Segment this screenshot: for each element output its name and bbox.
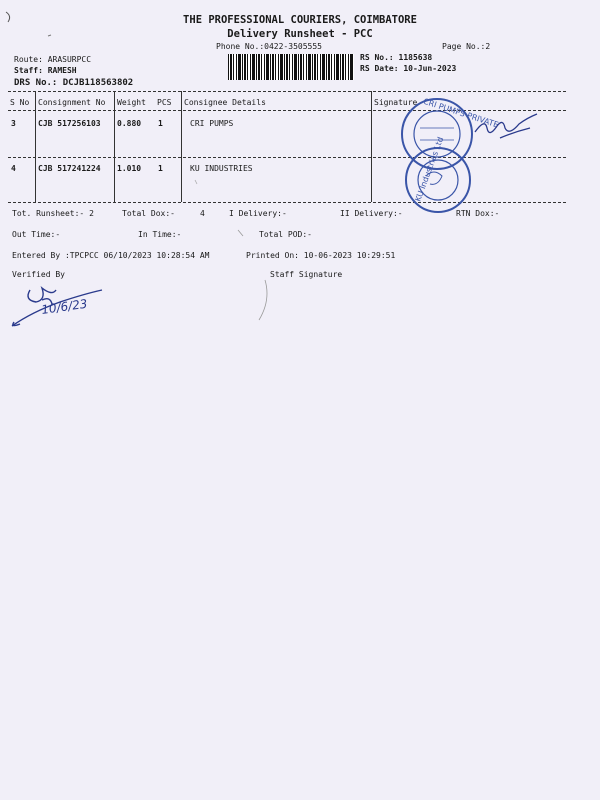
ii-delivery: II Delivery:- bbox=[340, 209, 403, 218]
row-consignee: KU INDUSTRIES bbox=[190, 164, 253, 173]
header-weight: Weight bbox=[117, 98, 146, 107]
handwritten-date: 10/6/23 bbox=[40, 296, 89, 317]
pencil-mark bbox=[195, 180, 197, 184]
rs-date: RS Date: 10-Jun-2023 bbox=[360, 64, 457, 73]
document-title: Delivery Runsheet - PCC bbox=[227, 28, 373, 40]
row-sno: 4 bbox=[11, 164, 16, 173]
total-runsheet: Tot. Runsheet:- 2 bbox=[12, 209, 94, 218]
cri-pumps-stamp bbox=[402, 97, 500, 169]
printed-on: Printed On: 10-06-2023 10:29:51 bbox=[246, 251, 396, 260]
header-signature: Signature bbox=[374, 98, 418, 107]
header-consignee-details: Consignee Details bbox=[184, 98, 266, 107]
entered-by: Entered By :TPCPCC 06/10/2023 10:28:54 AM bbox=[12, 251, 210, 260]
scan-mark bbox=[48, 35, 51, 36]
row-consignment-no: CJB 517256103 bbox=[38, 119, 101, 128]
total-pod: Total POD:- bbox=[259, 230, 312, 239]
scan-mark bbox=[6, 12, 10, 22]
staff-label: Staff: RAMESH bbox=[14, 66, 77, 75]
page-number: Page No.:2 bbox=[442, 42, 491, 51]
row-sno: 3 bbox=[11, 119, 16, 128]
header-sno: S No bbox=[10, 98, 30, 107]
in-time: In Time:- bbox=[138, 230, 182, 239]
verified-by: Verified By bbox=[12, 270, 65, 279]
i-delivery: I Delivery:- bbox=[229, 209, 287, 218]
row-consignee: CRI PUMPS bbox=[190, 119, 234, 128]
total-dox-label: Total Dox:- bbox=[122, 209, 175, 218]
row-weight: 0.880 bbox=[117, 119, 142, 128]
header-pcs: PCS bbox=[157, 98, 172, 107]
ku-industries-stamp bbox=[406, 136, 470, 212]
row-pcs: 1 bbox=[158, 164, 163, 173]
header-consignment-no: Consignment No bbox=[38, 98, 106, 107]
stamp-lettering: CRI PUMPS PRIVATE bbox=[422, 96, 500, 130]
route-label: Route: ARASURPCC bbox=[14, 55, 92, 64]
row-weight: 1.010 bbox=[117, 164, 142, 173]
rs-number: RS No.: 1185638 bbox=[360, 53, 433, 62]
out-time: Out Time:- bbox=[12, 230, 61, 239]
pencil-mark bbox=[238, 230, 267, 320]
staff-signature-label: Staff Signature bbox=[270, 270, 343, 279]
stamp-lettering: KU Industries Ltd bbox=[413, 135, 446, 203]
total-dox-value: 4 bbox=[200, 209, 205, 218]
row-pcs: 1 bbox=[158, 119, 163, 128]
rtn-dox: RTN Dox:- bbox=[456, 209, 500, 218]
drs-number: DRS No.: DCJB118563802 bbox=[14, 78, 134, 88]
phone-number: Phone No.:0422-3505555 bbox=[216, 42, 322, 51]
company-name: THE PROFESSIONAL COURIERS, COIMBATORE bbox=[183, 14, 417, 26]
row-consignment-no: CJB 517241224 bbox=[38, 164, 101, 173]
